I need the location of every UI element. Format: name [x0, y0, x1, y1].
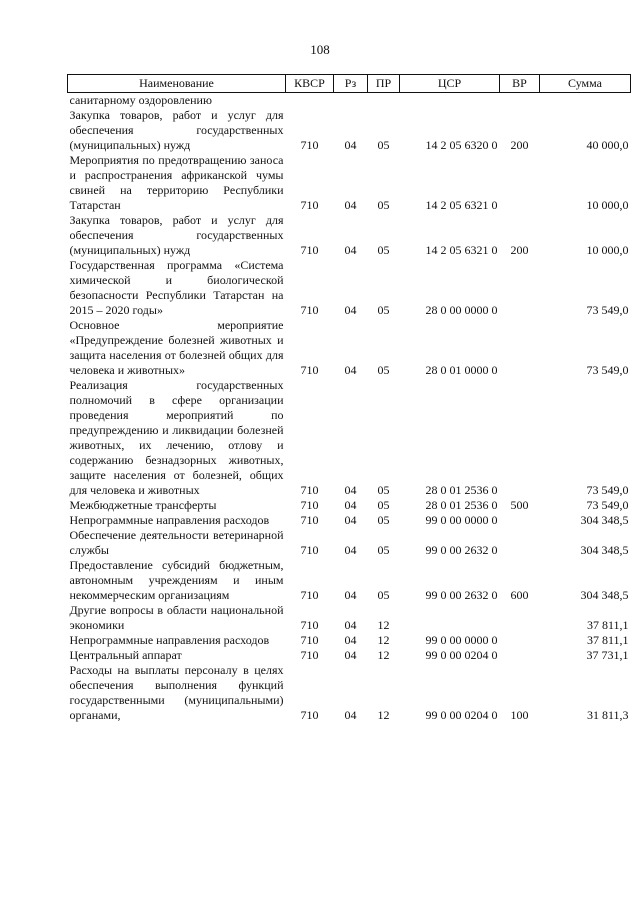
table-row — [68, 213, 631, 258]
row-csr: 99 0 00 0204 0 — [425, 648, 498, 662]
row-csr: 99 0 00 0000 0 — [425, 633, 498, 647]
row-csr: 14 2 05 6321 0 — [425, 198, 498, 212]
row-name: Закупка товаров, работ и услуг для обеспечения государственных (муниципальных) нужд — [69, 213, 284, 257]
row-rz — [334, 93, 368, 109]
row-kvsr: 710 — [300, 483, 319, 497]
row-vr — [500, 648, 540, 663]
table-row — [68, 108, 631, 153]
row-pr: 05 — [377, 513, 390, 527]
row-vr — [500, 153, 540, 213]
header-name: Наименование — [68, 75, 286, 93]
row-name: Основное мероприятие «Предупреждение болезней животных и защита населения от болезней общих для человека и животных» — [69, 318, 284, 377]
row-rz: 04 — [344, 588, 357, 602]
row-csr: 28 0 01 2536 0 — [425, 483, 498, 497]
row-vr — [500, 93, 540, 109]
row-rz: 04 — [344, 138, 357, 152]
row-sum: 37 731,1 — [586, 648, 629, 662]
row-sum: 10 000,0 — [586, 198, 629, 212]
row-rz: 04 — [344, 303, 357, 317]
row-rz: 04 — [344, 363, 357, 377]
row-kvsr: 710 — [300, 303, 319, 317]
table-row — [68, 153, 631, 213]
table-header — [68, 75, 631, 93]
header-pr: ПР — [368, 75, 400, 93]
row-sum: 10 000,0 — [586, 243, 629, 257]
row-pr: 05 — [377, 483, 390, 497]
row-rz: 04 — [344, 648, 357, 662]
row-name: Обеспечение деятельности ветеринарной службы — [69, 528, 284, 557]
row-sum: 304 348,5 — [580, 543, 629, 557]
row-csr: 14 2 05 6320 0 — [425, 138, 498, 152]
row-csr — [400, 603, 500, 633]
row-sum: 73 549,0 — [586, 363, 629, 377]
table-row — [68, 318, 631, 378]
row-name: Непрограммные направления расходов — [69, 513, 270, 527]
row-rz: 04 — [344, 483, 357, 497]
row-sum: 40 000,0 — [586, 138, 629, 152]
row-rz: 04 — [344, 198, 357, 212]
row-csr: 28 0 01 2536 0 — [425, 498, 498, 512]
row-vr: 200 — [510, 138, 529, 152]
row-kvsr: 710 — [300, 618, 319, 632]
row-pr: 05 — [377, 243, 390, 257]
row-sum: 304 348,5 — [580, 513, 629, 527]
row-pr — [368, 93, 400, 109]
row-csr: 14 2 05 6321 0 — [425, 243, 498, 257]
row-name: Реализация государственных полномочий в сфере организации проведения мероприятий по предупреждению и ликвидации болезней животных, их лечению, отлову и содержанию безнадзорных животных, защите населения от болезней, общих для человека и животных — [69, 378, 284, 497]
row-vr — [500, 318, 540, 378]
row-vr: 600 — [510, 588, 529, 602]
row-sum: 31 811,3 — [586, 708, 629, 722]
row-pr: 05 — [377, 138, 390, 152]
row-kvsr: 710 — [300, 633, 319, 647]
row-name: Межбюджетные трансферты — [69, 498, 217, 512]
header-csr: ЦСР — [400, 75, 500, 93]
header-kvsr: КВСР — [286, 75, 334, 93]
row-csr — [400, 93, 500, 109]
row-sum: 73 549,0 — [586, 498, 629, 512]
row-rz: 04 — [344, 708, 357, 722]
row-csr: 28 0 01 0000 0 — [425, 363, 498, 377]
row-name: Закупка товаров, работ и услуг для обеспечения государственных (муниципальных) нужд — [69, 108, 284, 152]
row-pr: 05 — [377, 303, 390, 317]
row-vr: 100 — [510, 708, 529, 722]
row-vr — [500, 603, 540, 633]
row-sum: 304 348,5 — [580, 588, 629, 602]
row-csr: 99 0 00 0000 0 — [425, 513, 498, 527]
row-pr: 05 — [377, 363, 390, 377]
row-kvsr: 710 — [300, 543, 319, 557]
row-name: Мероприятия по предотвращению заноса и распространения африканской чумы свиней на территорию Республики Татарстан — [69, 153, 284, 212]
row-rz: 04 — [344, 498, 357, 512]
row-kvsr: 710 — [300, 243, 319, 257]
header-vr: ВР — [500, 75, 540, 93]
row-kvsr: 710 — [300, 588, 319, 602]
table-row — [68, 528, 631, 558]
table-row — [68, 93, 631, 109]
row-pr: 05 — [377, 543, 390, 557]
page-number: 108 — [310, 42, 330, 57]
row-pr: 12 — [377, 648, 390, 662]
row-kvsr: 710 — [300, 708, 319, 722]
row-vr — [500, 633, 540, 648]
row-kvsr: 710 — [300, 363, 319, 377]
row-vr — [500, 258, 540, 318]
row-sum: 37 811,1 — [586, 618, 629, 632]
row-kvsr: 710 — [300, 498, 319, 512]
row-csr: 99 0 00 2632 0 — [425, 588, 498, 602]
row-pr: 05 — [377, 498, 390, 512]
table-row — [68, 258, 631, 318]
row-kvsr: 710 — [300, 513, 319, 527]
row-pr: 05 — [377, 588, 390, 602]
row-rz: 04 — [344, 633, 357, 647]
table-row — [68, 603, 631, 633]
table-row — [68, 558, 631, 603]
table-row — [68, 513, 631, 528]
header-rz: Рз — [334, 75, 368, 93]
row-pr: 12 — [377, 708, 390, 722]
row-pr: 12 — [377, 633, 390, 647]
table-row — [68, 648, 631, 663]
row-vr — [500, 378, 540, 498]
table-row — [68, 633, 631, 648]
table-body — [68, 93, 631, 724]
row-rz: 04 — [344, 543, 357, 557]
row-name: Расходы на выплаты персоналу в целях обеспечения выполнения функций государственными (муниципальными) органами, — [69, 663, 284, 722]
row-csr: 28 0 00 0000 0 — [425, 303, 498, 317]
header-sum: Сумма — [540, 75, 631, 93]
row-vr — [500, 513, 540, 528]
row-vr: 200 — [510, 243, 529, 257]
row-kvsr: 710 — [300, 648, 319, 662]
row-sum: 73 549,0 — [586, 303, 629, 317]
row-name: Предоставление субсидий бюджетным, автономным учреждениям и иным некоммерческим организациям — [69, 558, 284, 602]
row-name: Непрограммные направления расходов — [69, 633, 270, 647]
row-sum: 73 549,0 — [586, 483, 629, 497]
row-rz: 04 — [344, 243, 357, 257]
row-vr: 500 — [510, 498, 529, 512]
row-vr — [500, 528, 540, 558]
row-rz: 04 — [344, 513, 357, 527]
table-row — [68, 498, 631, 513]
budget-table — [67, 74, 631, 723]
row-name: санитарному оздоровлению — [69, 93, 212, 107]
row-name: Другие вопросы в области национальной экономики — [69, 603, 284, 632]
row-pr: 05 — [377, 198, 390, 212]
row-rz: 04 — [344, 618, 357, 632]
table-row — [68, 378, 631, 498]
row-pr: 12 — [377, 618, 390, 632]
row-name: Центральный аппарат — [69, 648, 182, 662]
row-csr: 99 0 00 2632 0 — [425, 543, 498, 557]
row-sum: 37 811,1 — [586, 633, 629, 647]
table-row — [68, 663, 631, 723]
row-name: Государственная программа «Система химической и биологической безопасности Республики Татарстан на 2015 – 2020 годы» — [69, 258, 284, 317]
row-csr: 99 0 00 0204 0 — [425, 708, 498, 722]
row-kvsr — [286, 93, 334, 109]
row-sum — [540, 93, 631, 109]
row-kvsr: 710 — [300, 138, 319, 152]
row-kvsr: 710 — [300, 198, 319, 212]
